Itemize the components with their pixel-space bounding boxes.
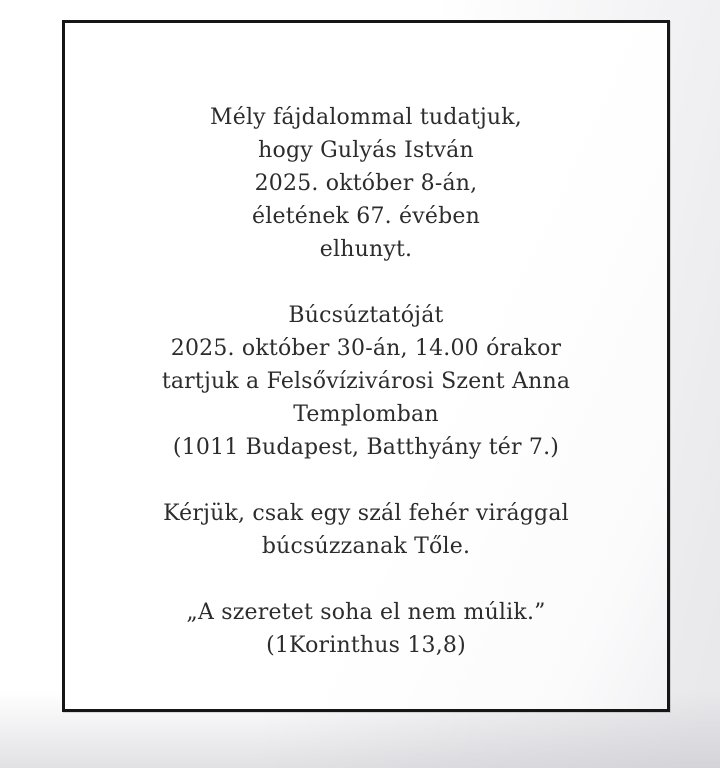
announcement-line: életének 67. évében [252,204,480,229]
quote-citation-line: (1Korinthus 13,8) [266,633,466,658]
ceremony-line: Templomban [293,402,439,427]
ceremony-line: Búcsúztatóját [288,303,444,328]
announcement-line: 2025. október 8-án, [254,171,478,196]
request-line: Kérjük, csak egy szál fehér virággal [163,501,569,526]
ceremony-line: 2025. október 30-án, 14.00 órakor [170,336,562,361]
announcement-line: Mély fájdalommal tudatjuk, [210,105,522,130]
ceremony-details-paragraph [85,299,647,464]
ceremony-line: tartjuk a Felsővízivárosi Szent Anna [161,369,571,394]
flower-request-paragraph [85,497,647,563]
announcement-line: elhunyt. [319,237,413,262]
request-line: búcsúzzanak Tőle. [261,534,471,559]
death-announcement-paragraph [85,101,647,266]
scripture-quote-paragraph [85,596,647,662]
memorial-card-content [65,23,667,709]
ceremony-line: (1011 Budapest, Batthyány tér 7.) [172,435,560,460]
memorial-card-frame [62,20,670,712]
announcement-line: hogy Gulyás István [258,138,474,163]
quote-line: „A szeretet soha el nem múlik.” [186,600,546,625]
